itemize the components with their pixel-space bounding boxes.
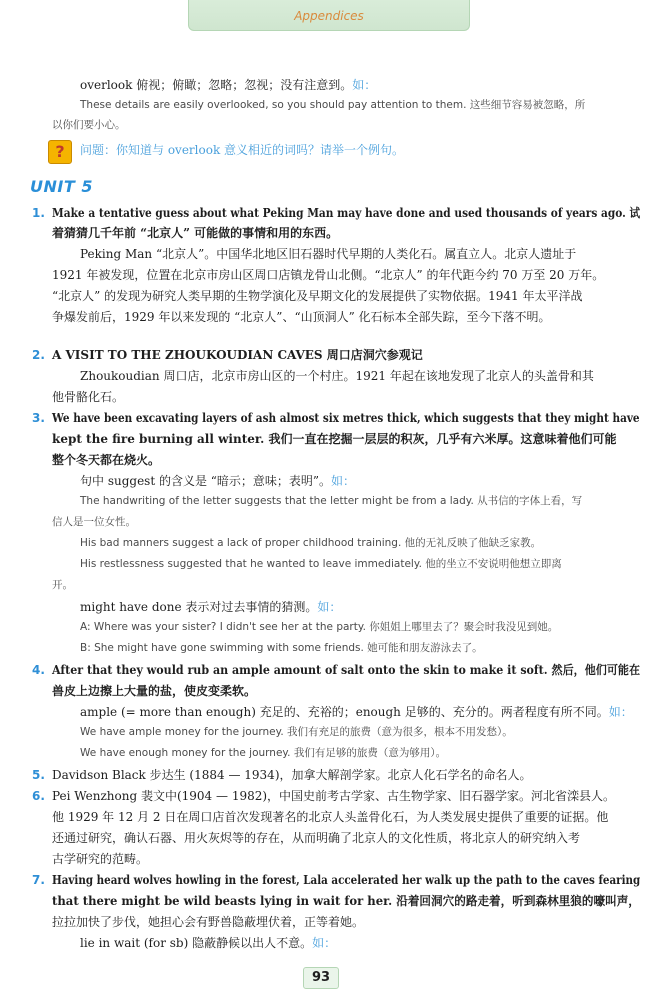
example-text: The handwriting of the letter suggests that the letter might be from a lady. 从书信的字体上看，写: [80, 495, 583, 507]
item-text: 还通过研究，确认石器、用火灰烬等的存在，从而明确了北京人的文化性质，将北京人的研究纳入考: [52, 831, 581, 845]
item-text: 句中 suggest 的含义是 “暗示；意味；表明”。如：: [80, 474, 356, 488]
item-heading: 兽皮上边擦上大量的盐，使皮变柔软。: [52, 684, 257, 698]
item-text: might have done 表示对过去事情的猜测。如：: [80, 600, 342, 614]
item-heading: 着猜猜几千年前 “北京人” 可能做的事情和用的东西。: [52, 226, 339, 240]
unit-title: UNIT 5: [30, 177, 93, 196]
example-text: These details are easily overlooked, so you should pay attention to them. 这些细节容易被忽略，所: [80, 99, 586, 111]
header-title: Appendices: [294, 9, 364, 23]
item-text: “北京人” 的发现为研究人类早期的生物学演化及早期文化的发展提供了实物依据。1941 年太平洋战: [52, 289, 583, 303]
item-heading: kept the fire burning all winter. 我们一直在挖掘一层层的积灰，几乎有六米厚。这意味着他们可能: [52, 432, 617, 446]
page-number: 93: [303, 967, 339, 989]
item-number: 1.: [32, 206, 45, 220]
item-number: 5.: [32, 768, 45, 782]
example-text: B: She might have gone swimming with some friends. 她可能和朋友游泳去了。: [80, 642, 483, 654]
item-heading: After that they would rub an ample amount of salt onto the skin to make it soft. 然后，他们可能在: [52, 663, 641, 677]
item-heading: Make a tentative guess about what Peking Man may have done and used thousands of years ago. 试: [52, 206, 641, 220]
example-text: His restlessness suggested that he wanted to leave immediately. 他的坐立不安说明他想立即离: [80, 558, 562, 570]
example-text: A: Where was your sister? I didn't see her at the party. 你姐姐上哪里去了？聚会时我没见到她。: [80, 621, 559, 633]
item-number: 7.: [32, 873, 45, 887]
item-text: 古学研究的范畴。: [52, 852, 149, 866]
example-text: 开。: [52, 579, 73, 591]
item-heading: We have been excavating layers of ash almost six metres thick, which suggests that they might have: [52, 411, 640, 425]
item-text: Pei Wenzhong 裴文中(1904 — 1982)，中国史前考古学家、古生物学家、旧石器学家。河北省滦县人。: [52, 789, 616, 803]
example-text: 信人是一位女性。: [52, 516, 136, 528]
item-heading: that there might be wild beasts lying in wait for her. 沿着回洞穴的路走着，听到森林里狼的嚎叫声，: [52, 894, 640, 908]
example-text: His bad manners suggest a lack of proper childhood training. 他的无礼反映了他缺乏家教。: [80, 537, 542, 549]
item-text: ample (= more than enough) 充足的、充裕的；enough 足够的、充分的。两者程度有所不同。如：: [80, 705, 633, 719]
header-tab: [188, 0, 470, 31]
item-heading: Having heard wolves howling in the forest, Lala accelerated her walk up the path to the caves fearing: [52, 873, 641, 887]
item-heading: 整个冬天都在烧火。: [52, 453, 161, 467]
item-number: 4.: [32, 663, 45, 677]
item-text: 争爆发前后，1929 年以来发现的 “北京人”、“山顶洞人” 化石标本全部失踪，至今下落不明。: [52, 310, 551, 324]
item-heading: A VISIT TO THE ZHOUKOUDIAN CAVES 周口店洞穴参观记: [52, 348, 423, 362]
item-number: 2.: [32, 348, 45, 362]
item-text: Davidson Black 步达生 (1884 — 1934)，加拿大解剖学家。北京人化石学名的命名人。: [52, 768, 532, 782]
item-text: lie in wait (for sb) 隐蔽静候以出人不意。如：: [80, 936, 337, 950]
item-number: 6.: [32, 789, 45, 803]
item-text: 拉拉加快了步伐，她担心会有野兽隐蔽埋伏着，正等着她。: [52, 915, 365, 929]
item-number: 3.: [32, 411, 45, 425]
item-text: 他 1929 年 12 月 2 日在周口店首次发现著名的北京人头盖骨化石，为人类发展史提供了重要的证据。他: [52, 810, 609, 824]
example-text: We have enough money for the journey. 我们有足够的旅费（意为够用）。: [80, 747, 447, 759]
question-text: 问题：你知道与 overlook 意义相近的词吗？请举一个例句。: [80, 143, 405, 157]
overlook-entry: overlook 俯视；俯瞰；忽略；忽视；没有注意到。如：: [80, 78, 377, 92]
item-text: Peking Man “北京人”。中国华北地区旧石器时代早期的人类化石。属直立人。北京人遗址于: [80, 247, 577, 261]
example-text: 以你们要小心。: [52, 119, 126, 131]
item-text: 1921 年被发现，位置在北京市房山区周口店镇龙骨山北侧。“北京人” 的年代距今约 70 万至 20 万年。: [52, 268, 605, 282]
question-mark-icon: ?: [48, 140, 72, 164]
example-text: We have ample money for the journey. 我们有充足的旅费（意为很多，根本不用发愁）。: [80, 726, 513, 738]
item-text: 他骨骼化石。: [52, 390, 125, 404]
item-text: Zhoukoudian 周口店，北京市房山区的一个村庄。1921 年起在该地发现了北京人的头盖骨和其: [80, 369, 594, 383]
